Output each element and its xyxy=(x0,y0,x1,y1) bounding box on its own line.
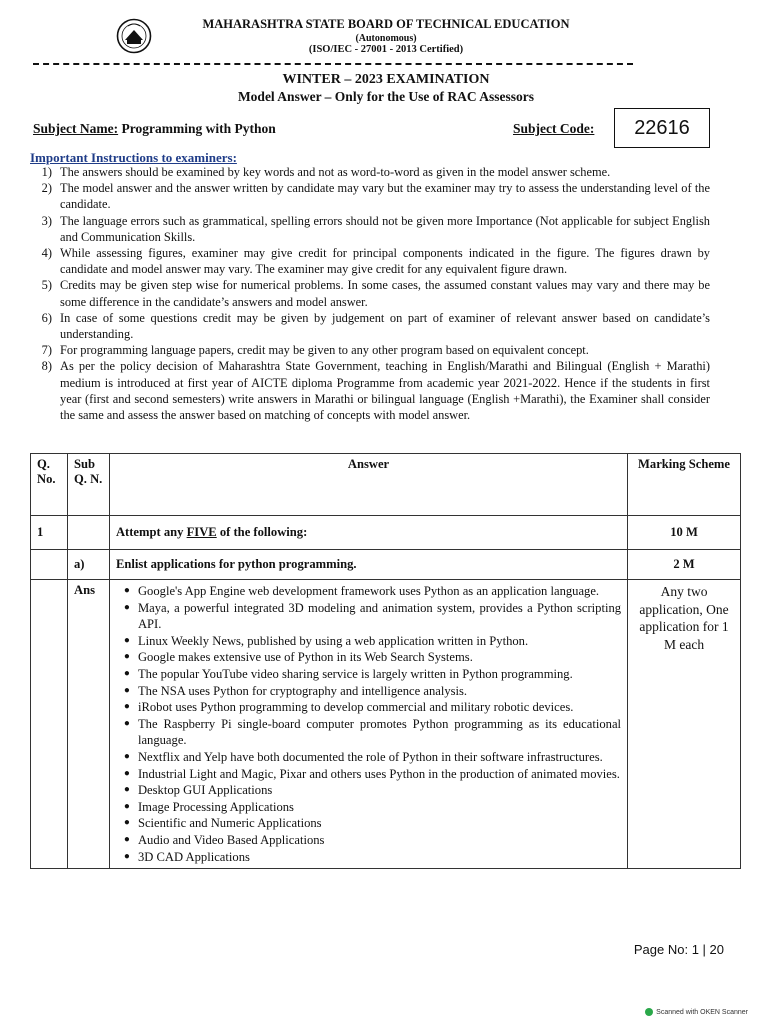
autonomous-label: (Autonomous) xyxy=(355,33,417,44)
instruction-number: 5) xyxy=(41,278,52,293)
list-item: ● Google's App Engine web development framework uses Python as an application language. xyxy=(123,584,600,598)
question-text-emphasis: FIVE xyxy=(186,525,217,539)
msbte-logo xyxy=(116,18,152,54)
question-text-pre: Attempt any xyxy=(115,525,187,539)
subquestion-label: a) xyxy=(67,550,109,580)
instruction-text: As per the policy decision of Maharashtra State Government, teaching in English/Marathi and Bilingual (English + Marathi) medium is introduced at first year of AICTE diploma Programme from academic year 2021-2022. Hence if the students in first year (first and second semesters) write answers in Marathi or bilingual language (English +Marathi), the Examiner shall consider the same and assess the answer based on matching of concepts with model answer. xyxy=(60,359,710,423)
table-header-row xyxy=(31,454,741,516)
subject-code-label: Subject Code: xyxy=(513,121,595,136)
instruction-item xyxy=(30,277,710,309)
instruction-text: The model answer and the answer written by candidate may vary but the examiner may try to assess the understanding level of the candidate. xyxy=(60,181,710,212)
instruction-number: 8) xyxy=(41,359,52,374)
header-answer: Answer xyxy=(109,454,627,516)
instruction-number: 1) xyxy=(41,165,52,179)
instruction-text: In case of some questions credit may be given by judgement on part of examiner of relevant answer based on candidate’s understanding. xyxy=(60,310,710,342)
board-name: MAHARASHTRA STATE BOARD OF TECHNICAL EDUCATION xyxy=(202,17,570,31)
empty-cell xyxy=(31,580,68,869)
page-number: Page No: 1 | 20 xyxy=(633,942,724,957)
exam-title: WINTER – 2023 EXAMINATION xyxy=(282,72,490,87)
question-text xyxy=(109,516,627,550)
header-divider xyxy=(33,63,633,65)
list-item: ● Nextflix and Yelp have both documented the role of Python in their software infrastructures. xyxy=(123,749,603,764)
answer-label: Ans xyxy=(67,580,109,869)
instruction-item xyxy=(30,164,710,180)
instruction-number: 2) xyxy=(41,181,52,196)
subject-name xyxy=(33,121,276,137)
list-item: ● Maya, a powerful integrated 3D modeling and animation system, provides a Python scripting API. xyxy=(123,600,622,632)
list-item: ● Linux Weekly News, published by using a web application written in Python. xyxy=(123,633,529,648)
instruction-item xyxy=(30,180,710,212)
instruction-text: The answers should be examined by key words and not as word-to-word as given in the model answer scheme. xyxy=(60,165,611,179)
header-marking: Marking Scheme xyxy=(628,454,741,516)
scanner-text: Scanned with OKEN Scanner xyxy=(656,1008,748,1016)
answer-list xyxy=(116,583,621,865)
instruction-number: 7) xyxy=(41,343,52,358)
answer-content xyxy=(109,580,627,869)
question-text-post: of the following: xyxy=(216,525,308,539)
instruction-number: 4) xyxy=(41,246,52,261)
marking-note: Any two application, One application for 1 M each xyxy=(628,580,741,869)
subject-name-label: Subject Name: xyxy=(33,121,119,136)
subject-code-box: 22616 xyxy=(614,108,710,148)
iso-certification: (ISO/IEC - 27001 - 2013 Certified) xyxy=(308,44,464,55)
instructions-heading: Important Instructions to examiners: xyxy=(30,150,237,165)
header-qno: Q. No. xyxy=(31,454,68,516)
instruction-item xyxy=(30,245,710,277)
list-item: ● Google makes extensive use of Python in its Web Search Systems. xyxy=(123,650,473,665)
list-item: ● iRobot uses Python programming to develop commercial and military robotic devices. xyxy=(123,700,574,715)
subquestion-row xyxy=(31,550,741,580)
instruction-item xyxy=(30,342,710,358)
instruction-text: For programming language papers, credit may be given to any other program based on equivalent concept. xyxy=(60,343,589,358)
question-marks: 10 M xyxy=(628,516,741,550)
instruction-text: While assessing figures, examiner may give credit for principal components indicated in the figure. The figures drawn by candidate and model answer may vary. The examiner may give credit for any equivalent figure drawn. xyxy=(60,246,710,277)
list-item: ● The Raspberry Pi single-board computer promotes Python programming as its educational language. xyxy=(123,716,622,748)
instruction-item xyxy=(30,213,710,245)
instruction-text: The language errors such as grammatical, spelling errors should not be given more Importance (Not applicable for subject English and Communication Skills. xyxy=(60,213,710,244)
subquestion-text: Enlist applications for python programming. xyxy=(109,550,627,580)
question-row xyxy=(31,516,741,550)
subject-name-value: Programming with Python xyxy=(118,121,276,136)
empty-cell xyxy=(67,516,109,550)
scanner-watermark xyxy=(645,1008,748,1016)
scanner-logo-icon xyxy=(645,1008,653,1016)
question-number: 1 xyxy=(31,516,68,550)
instruction-number: 6) xyxy=(41,310,52,325)
instructions-list xyxy=(30,164,710,423)
subquestion-marks: 2 M xyxy=(628,550,741,580)
instruction-item xyxy=(30,358,710,423)
list-item: ● 3D CAD Applications xyxy=(123,849,250,864)
empty-cell xyxy=(31,550,68,580)
answer-row xyxy=(31,580,741,869)
exam-subtitle: Model Answer – Only for the Use of RAC Assessors xyxy=(237,89,535,104)
list-item: ● Image Processing Applications xyxy=(123,799,294,814)
list-item: ● The popular YouTube video sharing service is largely written in Python programming. xyxy=(123,666,573,681)
instruction-number: 3) xyxy=(41,213,52,228)
list-item: ● Scientific and Numeric Applications xyxy=(123,816,322,831)
answer-table xyxy=(30,453,741,869)
list-item: ● Audio and Video Based Applications xyxy=(123,832,325,847)
header-subq: Sub Q. N. xyxy=(67,454,109,516)
list-item: ● Industrial Light and Magic, Pixar and others uses Python in the production of animated movies. xyxy=(123,766,620,781)
instruction-text: Credits may be given step wise for numerical problems. In some cases, the assumed constant values may vary and there may be some difference in the candidate’s answers and model answer. xyxy=(60,278,710,309)
list-item: ● The NSA uses Python for cryptography and intelligence analysis. xyxy=(123,683,468,698)
list-item: ● Desktop GUI Applications xyxy=(123,783,273,798)
instruction-item xyxy=(30,310,710,342)
